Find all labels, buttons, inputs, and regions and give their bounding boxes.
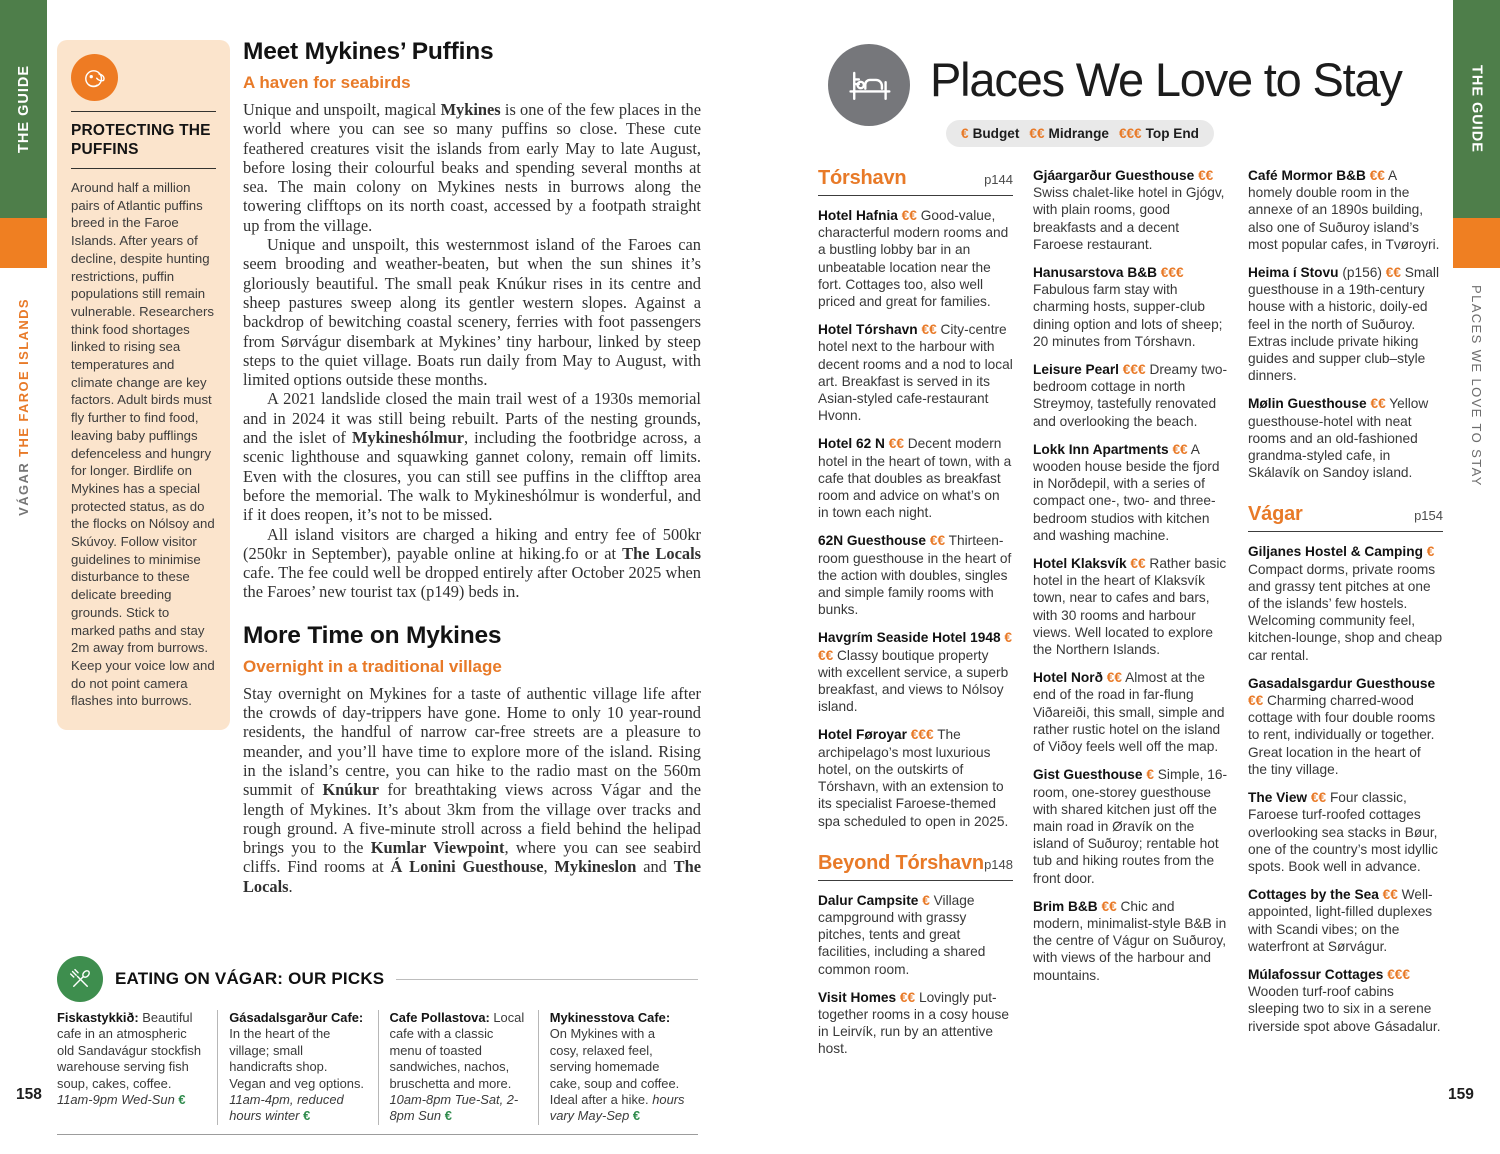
stay-entry: Cottages by the Sea €€ Well-appointed, light-filled duplexes with Scandi vibes; on the waterfront at Sørvágur. [1248, 887, 1433, 954]
entry-price: €€ [1370, 396, 1386, 412]
pick-price: € [632, 1108, 641, 1124]
listing-heading-title: Vágar [1248, 503, 1303, 526]
chapter-label: THE FAROE ISLANDS [16, 298, 31, 457]
pick-hours: 10am-8pm Tue-Sat, 2-8pm Sun [389, 1092, 519, 1124]
stay-entry: Hotel Tórshavn €€ City-centre hotel next to the harbour with decent rooms and a nod to local art. Breakfast is served in its Asian-styled cafe-restaurant Hvonn. [818, 322, 1013, 424]
pick-price: € [444, 1108, 452, 1124]
entry-name: Hanusarstova B&B [1033, 265, 1157, 281]
text: is one of the few places in the world where you can see so many puffins so close. These cute feathered creatures visit the islands from early May to late August, before losing their colourful beaks and spending several months at sea. The main colony on Mykines nests in burrows along the towering clifftops on its north coast, accessed by a footpath straight up from the village. [243, 100, 701, 235]
entry-name: Heima í Stovu [1248, 265, 1339, 281]
paragraph [243, 389, 701, 524]
entry-price: €€ [888, 436, 904, 452]
pick-hours: hours vary May-Sep [549, 1092, 685, 1124]
listing-heading [818, 167, 1013, 196]
entry-name: Brim B&B [1033, 898, 1098, 914]
listing-heading [1248, 503, 1443, 532]
stay-entry: Mølin Guesthouse €€ Yellow guesthouse-hotel with neat rooms and an old-fashioned grandma-styled cafe, in Skálavík on Sandoy island. [1248, 396, 1429, 481]
pick-name: Fiskastykkið: [57, 1010, 139, 1025]
listing-heading-pageref: p148 [984, 856, 1013, 872]
entry-price: €€€ [1387, 966, 1411, 982]
text: , [543, 857, 555, 877]
stay-column-1 [818, 167, 1013, 1069]
paragraph [243, 100, 701, 235]
region-label: VÁGAR [16, 461, 31, 516]
entry-name: Giljanes Hostel & Camping [1248, 544, 1423, 560]
stay-entry: 62N Guesthouse €€ Thirteen-room guesthouse in the heart of the action with doubles, singles and simple family rooms with bunks. [818, 533, 1012, 618]
bold-term: The Locals [243, 857, 701, 896]
entry-name: Leisure Pearl [1033, 362, 1119, 378]
entry-price: €€ [1369, 168, 1385, 183]
entry-name: The View [1248, 790, 1308, 806]
stay-entry: Hotel 62 N €€ Decent modern hotel in the heart of town, with a cafe that doubles as breakfast room and advice on what’s on in town each night. [818, 436, 1012, 521]
entry-name: Gasadalsgardur Guesthouse [1248, 675, 1436, 691]
text: . [288, 876, 293, 896]
entry-price: €€ [1248, 693, 1264, 709]
entry-name: Café Mormor B&B [1248, 168, 1366, 183]
divider [71, 111, 216, 112]
euro-symbol: €€ [1029, 126, 1045, 141]
entry-price: €€€ [1160, 265, 1184, 281]
pick-hours: 11am-4pm, reduced hours winter [229, 1092, 344, 1124]
left-guide-tab [0, 0, 47, 218]
entry-price: €€ [929, 533, 946, 549]
entry-price: €€ [1101, 898, 1117, 914]
bed-icon [828, 44, 910, 126]
stay-entry: Gjáargarður Guesthouse €€ Swiss chalet-like hotel in Gjógv, with plain rooms, good breakfasts and a decent Faroese restaurant. [1033, 168, 1225, 252]
stay-listings [818, 167, 1444, 1069]
entry-price: €€€ [1122, 362, 1146, 378]
text: All island visitors are charged a hiking and entry fee of 500kr (250kr in September), payable online at hiking.fo or at [243, 524, 701, 563]
eating-title: EATING ON VÁGAR: OUR PICKS [115, 969, 385, 988]
price-key-item [961, 126, 1019, 141]
text: Unique and unspoilt, magical [243, 100, 441, 119]
article2-subtitle: Overnight in a traditional village [243, 656, 502, 676]
entry-price: €€ [921, 322, 937, 338]
entry-name: Múlafossur Cottages [1248, 966, 1384, 982]
entry-name: Dalur Campsite [818, 892, 919, 908]
entry-name: Hotel Norð [1033, 670, 1103, 686]
eating-pick: Fiskastykkið: Beautiful cafe in an atmospheric old Sandavágur stockfish warehouse serving fish soup, cakes, coffee. 11am-9pm Wed-Sun € [57, 1010, 202, 1108]
divider [71, 168, 216, 169]
protecting-puffins-sidebar [57, 40, 230, 730]
stay-entry: Leisure Pearl €€€ Dreamy two-bedroom cottage in north Streymoy, tastefully renovated and overlooking the beach. [1033, 362, 1228, 429]
entry-price: €€€ [818, 630, 1013, 663]
right-edge-section-label [1453, 266, 1500, 506]
bold-term: Mykineshólmur [351, 428, 464, 448]
pick-price: € [303, 1108, 311, 1124]
price-key-item [1119, 126, 1199, 141]
entry-name: Gist Guesthouse [1033, 767, 1143, 783]
article-title: Meet Mykines’ Puffins [243, 38, 494, 65]
page-number-right: 159 [1448, 1086, 1474, 1103]
stay-entry: Havgrím Seaside Hotel 1948 €€€ Classy boutique property with excellent service, a superb breakfast, and views to Nólsoy island. [818, 630, 1013, 715]
paragraph [243, 235, 701, 389]
bold-term: Kumlar Viewpoint [370, 838, 505, 858]
article-body [243, 100, 701, 602]
entry-price: €€ [1198, 168, 1214, 183]
left-orange-block [0, 218, 47, 268]
stay-entry: Dalur Campsite € Village campground with grassy pitches, tents and great facilities, including a shared common room. [818, 892, 986, 977]
pick-name: Mykinesstova Cafe: [549, 1010, 671, 1025]
section-label: PLACES WE LOVE TO STAY [1469, 285, 1484, 487]
main-article [243, 38, 701, 896]
listing-heading-pageref: p144 [984, 172, 1013, 187]
entry-price: € [1426, 544, 1435, 560]
stay-entry: Brim B&B €€ Chic and modern, minimalist-style B&B in the centre of Vágur on Suðuroy, with views of the harbour and mountains. [1033, 898, 1227, 983]
bold-term: The Locals [622, 543, 702, 563]
puffin-icon [71, 54, 118, 101]
stay-entry: Café Mormor B&B €€ A homely double room in the annexe of an 1890s building, also one of Suðuroy island’s most popular cafes, in Tvøroyri. [1248, 168, 1440, 252]
stay-entry: Hanusarstova B&B €€€ Fabulous farm stay with charming hosts, supper-club dining option and lots of sheep; 20 minutes from Tórshavn. [1033, 265, 1223, 349]
entry-name: Havgrím Seaside Hotel 1948 [818, 630, 1001, 646]
entry-name: Visit Homes [818, 989, 897, 1005]
stay-entry: Lokk Inn Apartments €€ A wooden house beside the fjord in Norðdepil, with a series of compact one-, two- and three-bedroom studios with kitchen and washing machine. [1033, 441, 1220, 543]
sidebar-title: PROTECTING THE PUFFINS [71, 122, 211, 158]
eating-header [57, 956, 698, 1002]
stay-entry: Hotel Norð €€ Almost at the end of the road in far-flung Viðareiði, this small, simple and rather rustic hotel on the island of Viðoy feels well off the map. [1033, 670, 1225, 755]
bold-term: Knúkur [322, 780, 379, 800]
stay-entry: Gasadalsgardur Guesthouse €€ Charming charred-wood cottage with four double rooms to rent, individually or together. Great location in the heart of the tiny village. [1248, 675, 1436, 777]
euro-symbol: € [961, 126, 969, 141]
stay-entry: Hotel Hafnia €€ Good-value, characterful modern rooms and a bustling lobby bar in an unbeatable location near the fort. Cottages too, also well priced and great for families. [818, 208, 1009, 310]
article-subtitle: A haven for seabirds [243, 73, 411, 92]
entry-name: Hotel Hafnia [818, 208, 898, 223]
price-key-label: Top End [1145, 126, 1199, 141]
stay-column-2 [1033, 167, 1228, 1069]
entry-name: Lokk Inn Apartments [1033, 441, 1169, 457]
listing-heading-title: Tórshavn [818, 167, 907, 189]
left-guide-tab-label: THE GUIDE [15, 65, 32, 153]
eating-pick: Mykinesstova Cafe: On Mykines with a cosy, relaxed feel, serving homemade cake, soup and coffee. Ideal after a hike. hours vary May-Sep € [538, 1010, 698, 1125]
divider [396, 979, 698, 980]
text: cafe. The fee could well be dropped entirely after October 2025 when the Faroes’ new tourist tax (p149) beds in. [243, 563, 701, 602]
price-key-label: Midrange [1048, 126, 1109, 141]
entry-price: €€ [1106, 670, 1123, 686]
stay-entry: Múlafossur Cottages €€€ Wooden turf-roof cabins sleeping two to six in a serene riverside spot above Gásadalur. [1248, 966, 1441, 1034]
entry-name: Hotel Føroyar [818, 727, 907, 743]
entry-name: Cottages by the Sea [1248, 887, 1379, 903]
pick-hours: 11am-9pm Wed-Sun [57, 1092, 175, 1108]
text: A 2021 landslide closed the main trail west of a 1930s memorial and in 2024 it was still being rebuilt. Parts of the nesting grounds, and the islet of [243, 389, 701, 448]
entry-name: Hotel Klaksvík [1033, 556, 1127, 572]
text: , where you can see seabird cliffs. Find rooms at [243, 838, 701, 877]
stay-entry: Heima í Stovu (p156) €€ Small guesthouse in a 19th-century house with a historic, doily-ed feel in the north of Suðuroy. Extras include private hiking guides and supper club–style dinners. [1248, 265, 1439, 384]
entry-price: €€ [1130, 556, 1146, 572]
stay-page-title: Places We Love to Stay [930, 53, 1402, 106]
eating-pick: Gásadalsgarður Cafe: In the heart of the village; small handicrafts shop. Vegan and veg options. 11am-4pm, reduced hours winter € [217, 1010, 377, 1125]
pick-name: Cafe Pollastova: [389, 1010, 490, 1025]
listing-heading-pageref: p154 [1414, 508, 1443, 524]
entry-price: €€ [1382, 887, 1398, 903]
text: Unique and unspoilt, this westernmost island of the Faroes can seem brooding and weather-beaten, but when the sun shines it’s gloriously beautiful. The small peak Knúkur rises in its centre and sheep pastures sweep along its gentler western slopes. Against a backdrop of bewitching coastal scenery, ferries with foot passengers from Sørvágur disembark at Mykines’ tiny harbour, linked by steep steps to the quiet village. Boats run daily from May to August, with limited options outside these months. [243, 235, 701, 390]
sidebar-body: Around half a million pairs of Atlantic puffins breed in the Faroe Islands. After years of decline, despite hunting restrictions, puffin populations still remain vulnerable. Researchers think food shortages linked to rising sea temperatures and climate change are key factors. Adult birds must fly further to find food, leaving baby pufflings defenceless and hungry for longer. Birdlife on Mykines has a special protected status, as do the flocks on Nólsoy and Skúvoy. Follow visitor guidelines to minimise disturbance to these delicate breeding grounds. Stick to marked paths and stay 2m away from burrows. Keep your voice low and do not point camera flashes into burrows. [71, 180, 215, 709]
listing-heading [818, 852, 1013, 881]
stay-entry: The View €€ Four classic, Faroese turf-roofed cottages overlooking sea stacks in Bøur, one of the country’s most idyllic spots. Book well in advance. [1248, 790, 1438, 874]
stay-entry: Hotel Klaksvík €€ Rather basic hotel in the heart of Klaksvík town, near to cafes and bars, with 30 rooms and harbour views. Well located to explore the Northern Islands. [1033, 556, 1227, 658]
paragraph [243, 684, 701, 896]
page-number-left: 158 [16, 1086, 42, 1103]
entry-price: €€€ [910, 727, 934, 743]
article2-title: More Time on Mykines [243, 621, 502, 649]
entry-pageref: (p156) [1342, 265, 1382, 281]
entry-price: € [922, 892, 930, 908]
entry-price: €€ [1385, 265, 1401, 281]
text: and [636, 857, 674, 877]
entry-name: Gjáargarður Guesthouse [1033, 168, 1195, 183]
bold-term: Mykines [440, 100, 501, 119]
stay-entry: Giljanes Hostel & Camping € Compact dorms, private rooms and grassy tent pitches at one of the islands’ few hostels. Welcoming community feel, kitchen-lounge, shop and cheap car rental. [1248, 544, 1443, 663]
right-orange-block [1453, 218, 1500, 268]
entry-price: €€ [1172, 441, 1188, 457]
eating-pick: Cafe Pollastova: Local cafe with a classic menu of toasted sandwiches, nachos, bruschetta and more. 10am-8pm Tue-Sat, 2-8pm Sun € [378, 1010, 538, 1125]
price-key-item [1029, 126, 1109, 141]
price-key-label: Budget [972, 126, 1020, 141]
eating-items [57, 1010, 698, 1135]
entry-name: Hotel Tórshavn [818, 322, 918, 338]
euro-symbol: €€€ [1118, 126, 1142, 141]
left-edge-chapter-label [0, 272, 47, 542]
pick-name: Gásadalsgarður Cafe: [229, 1010, 364, 1025]
price-key-legend [946, 120, 1214, 147]
right-guide-tab [1453, 0, 1500, 218]
listing-heading-title: Beyond Tórshavn [818, 851, 984, 874]
entry-name: 62N Guesthouse [818, 533, 927, 549]
stay-column-3 [1248, 167, 1443, 1069]
entry-name: Mølin Guesthouse [1248, 396, 1367, 412]
right-guide-tab-label: THE GUIDE [1468, 65, 1485, 153]
bold-term: Mykineslon [554, 857, 637, 877]
text: , including the footbridge across, a scenic lighthouse and squawking gannet colony, remain off limits. Even with the closures, you can still see puffins in the clifftop area before the memorial. The walk to Mykineshólmur is wonderful, and if it does reopen, it’s not to be missed. [243, 428, 701, 525]
text: Stay overnight on Mykines for a taste of authentic village life after the crowds of day-trippers have gone. Home to only 10 year-round residents, the handful of narrow car-free streets are a pleasure to meander, and you’ll have time to explore more of the island. Rising in the island’s centre, you can hike to the radio mast on the 560m summit of [243, 683, 701, 800]
entry-price: €€ [899, 989, 916, 1005]
stay-entry: Visit Homes €€ Lovingly put-together rooms in a cosy house in Leirvík, run by an attentive host. [818, 989, 1009, 1057]
fork-spoon-icon [57, 956, 103, 1002]
eating-picks-section [57, 956, 698, 1135]
bold-term: Á Lonini Guesthouse [390, 857, 544, 877]
paragraph [243, 525, 701, 602]
pick-price: € [178, 1092, 186, 1108]
article2-body [243, 684, 701, 896]
entry-price: €€ [901, 208, 917, 223]
stay-entry: Gist Guesthouse € Simple, 16-room, one-storey guesthouse with shared kitchen just off the main road in Øravík on the island of Suðuroy; rentable hot tub and hiking routes from the front door. [1033, 767, 1227, 886]
stay-entry: Hotel Føroyar €€€ The archipelago’s most luxurious hotel, on the outskirts of Tórshavn, with an extension to its specialist Faroese-themed spa scheduled to open in 2025. [818, 727, 1009, 829]
entry-price: €€ [1310, 790, 1327, 806]
text: for breathtaking views across Vágar and the length of Mykines. It’s about 3km from the village over tracks and rough ground. A five-minute stroll across a field behind the helipad brings you to the [243, 780, 701, 858]
entry-name: Hotel 62 N [818, 436, 885, 452]
entry-price: € [1146, 767, 1154, 783]
